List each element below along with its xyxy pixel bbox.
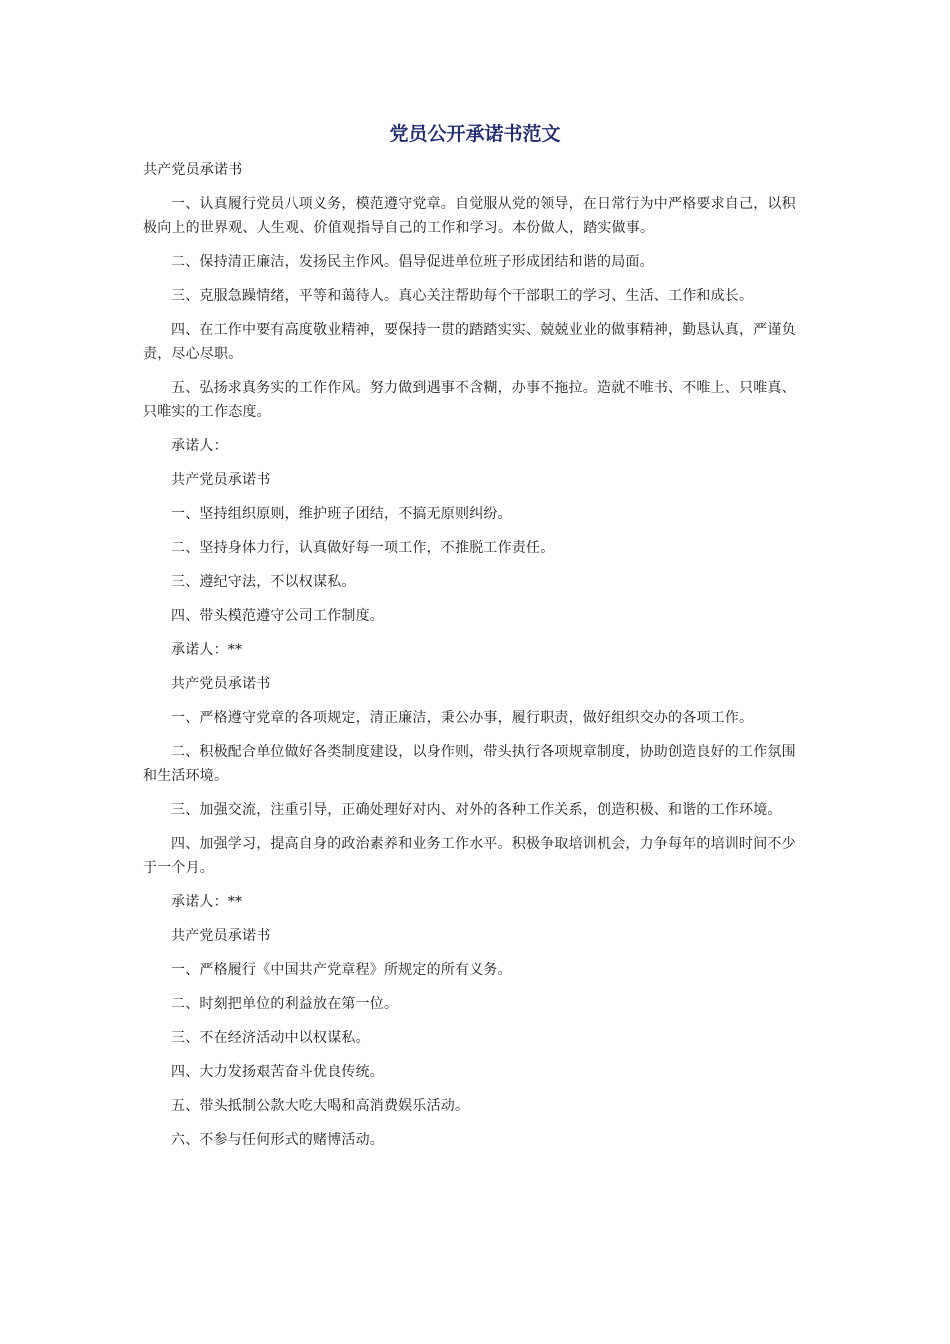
- paragraph: 一、认真履行党员八项义务，模范遵守党章。自觉服从党的领导，在日常行为中严格要求自己，以积极向上的世界观、人生观、价值观指导自己的工作和学习。本份做人，踏实做事。: [143, 196, 796, 236]
- paragraph: 六、不参与任何形式的赌博活动。: [171, 1132, 384, 1148]
- paragraph: 共产党员承诺书: [143, 162, 243, 178]
- paragraph: 二、时刻把单位的利益放在第一位。: [171, 996, 399, 1012]
- paragraph: 四、加强学习，提高自身的政治素养和业务工作水平。积极争取培训机会，力争每年的培训时间不少于一个月。: [143, 836, 796, 876]
- signatory-label: 承诺人：**: [171, 642, 243, 658]
- document-body: [143, 158, 807, 1152]
- signatory-label: 承诺人：: [171, 438, 228, 454]
- paragraph: 四、在工作中要有高度敬业精神，要保持一贯的踏踏实实、兢兢业业的做事精神，勤恳认真，严谨负责，尽心尽职。: [143, 322, 796, 362]
- paragraph: 一、严格履行《中国共产党章程》所规定的所有义务。: [171, 962, 512, 978]
- paragraph: 二、保持清正廉洁，发扬民主作风。倡导促进单位班子形成团结和谐的局面。: [171, 254, 654, 270]
- paragraph: 三、遵纪守法，不以权谋私。: [171, 574, 356, 590]
- paragraph: 一、坚持组织原则，维护班子团结，不搞无原则纠纷。: [171, 506, 512, 522]
- signatory-label: 承诺人：**: [171, 894, 243, 910]
- section-heading: 共产党员承诺书: [171, 472, 271, 488]
- document-title: 党员公开承诺书范文: [389, 123, 561, 145]
- section-heading: 共产党员承诺书: [171, 676, 271, 692]
- paragraph: 五、弘扬求真务实的工作作风。努力做到遇事不含糊，办事不拖拉。造就不唯书、不唯上、只唯真、只唯实的工作态度。: [143, 380, 796, 420]
- paragraph: 三、不在经济活动中以权谋私。: [171, 1030, 370, 1046]
- paragraph: 四、带头模范遵守公司工作制度。: [171, 608, 384, 624]
- paragraph: 三、克服急躁情绪，平等和蔼待人。真心关注帮助每个干部职工的学习、生活、工作和成长。: [171, 288, 754, 304]
- paragraph: 二、积极配合单位做好各类制度建设，以身作则，带头执行各项规章制度，协助创造良好的工作氛围和生活环境。: [143, 744, 796, 784]
- paragraph: 三、加强交流，注重引导，正确处理好对内、对外的各种工作关系，创造积极、和谐的工作环境。: [171, 802, 782, 818]
- paragraph: 四、大力发扬艰苦奋斗优良传统。: [171, 1064, 384, 1080]
- paragraph: 五、带头抵制公款大吃大喝和高消费娱乐活动。: [171, 1098, 470, 1114]
- document-page: [143, 120, 807, 1162]
- paragraph: 一、严格遵守党章的各项规定，清正廉洁，秉公办事，履行职责，做好组织交办的各项工作。: [171, 710, 754, 726]
- section-heading: 共产党员承诺书: [171, 928, 271, 944]
- paragraph: 二、坚持身体力行，认真做好每一项工作，不推脱工作责任。: [171, 540, 555, 556]
